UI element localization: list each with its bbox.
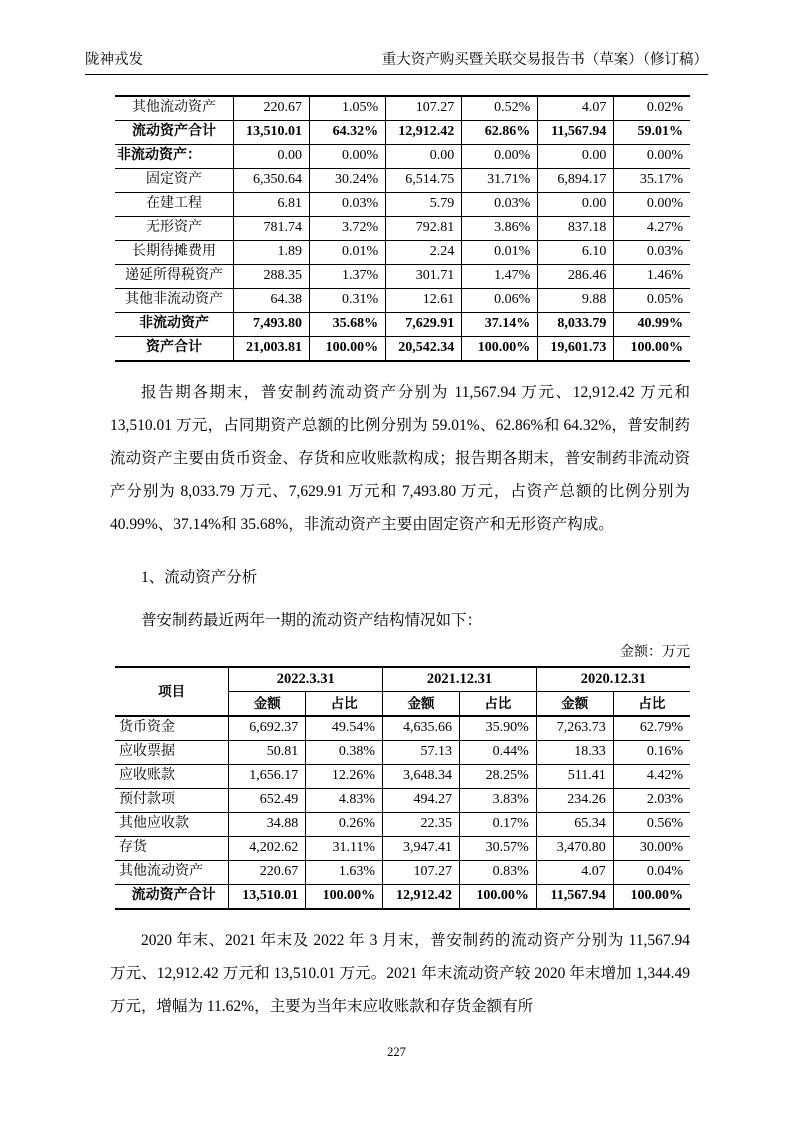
table-row	[115, 765, 690, 789]
value-cell: 62.79%	[613, 716, 690, 741]
value-cell: 234.26	[536, 789, 613, 813]
row-label: 其他流动资产	[115, 861, 229, 885]
value-cell: 4,202.62	[229, 837, 306, 861]
value-cell: 9.88	[538, 289, 614, 313]
value-cell: 0.00%	[614, 145, 690, 169]
value-cell: 0.00	[538, 193, 614, 217]
value-cell: 4.27%	[614, 217, 690, 241]
value-cell: 0.00%	[462, 145, 538, 169]
value-cell: 6,692.37	[229, 716, 306, 741]
asset-structure-table-wrap	[115, 95, 690, 362]
value-cell: 12,912.42	[386, 121, 462, 145]
table-row	[115, 145, 690, 169]
value-cell: 100.00%	[613, 885, 690, 910]
value-cell: 100.00%	[462, 337, 538, 362]
table-intro-line: 普安制药最近两年一期的流动资产结构情况如下：	[141, 612, 483, 629]
ratio-subheader: 占比	[306, 692, 383, 717]
value-cell: 837.18	[538, 217, 614, 241]
current-asset-summary-paragraph: 2020 年末、2021 年末及 2022 年 3 月末，普安制药的流动资产分别为 11,567.94 万元、12,912.42 万元和 13,510.01 万元。2021 年末流动资产较 2020 年末增加 1,344.49 万元，增幅为 11.62%，主要为当年末应收账款和存货金额有所	[110, 932, 690, 1015]
value-cell: 792.81	[386, 217, 462, 241]
value-cell: 3,648.34	[383, 765, 460, 789]
value-cell: 0.06%	[462, 289, 538, 313]
value-cell: 1.89	[233, 241, 309, 265]
period-header: 2020.12.31	[536, 667, 690, 692]
value-cell: 31.11%	[306, 837, 383, 861]
value-cell: 0.56%	[613, 813, 690, 837]
value-cell: 34.88	[229, 813, 306, 837]
value-cell: 22.35	[383, 813, 460, 837]
value-cell: 20,542.34	[386, 337, 462, 362]
value-cell: 220.67	[233, 96, 309, 121]
table-row	[115, 217, 690, 241]
value-cell: 0.01%	[462, 241, 538, 265]
value-cell: 7,629.91	[386, 313, 462, 337]
value-cell: 0.83%	[459, 861, 536, 885]
value-cell: 11,567.94	[536, 885, 613, 910]
table-row	[115, 741, 690, 765]
value-cell: 11,567.94	[538, 121, 614, 145]
value-cell: 62.86%	[462, 121, 538, 145]
table-header-row	[115, 667, 690, 692]
value-cell: 4.83%	[306, 789, 383, 813]
value-cell: 19,601.73	[538, 337, 614, 362]
value-cell: 0.17%	[459, 813, 536, 837]
table-row	[115, 241, 690, 265]
value-cell: 30.00%	[613, 837, 690, 861]
value-cell: 28.25%	[459, 765, 536, 789]
value-cell: 12.26%	[306, 765, 383, 789]
asset-structure-table	[115, 95, 690, 362]
value-cell: 1.37%	[310, 265, 386, 289]
value-cell: 57.13	[383, 741, 460, 765]
table-row	[115, 313, 690, 337]
value-cell: 2.24	[386, 241, 462, 265]
value-cell: 40.99%	[614, 313, 690, 337]
ratio-subheader: 占比	[459, 692, 536, 717]
value-cell: 0.26%	[306, 813, 383, 837]
row-label: 预付款项	[115, 789, 229, 813]
value-cell: 1.63%	[306, 861, 383, 885]
value-cell: 0.03%	[310, 193, 386, 217]
value-cell: 59.01%	[614, 121, 690, 145]
value-cell: 0.38%	[306, 741, 383, 765]
value-cell: 286.46	[538, 265, 614, 289]
ratio-subheader: 占比	[613, 692, 690, 717]
value-cell: 100.00%	[614, 337, 690, 362]
row-label: 长期待摊费用	[115, 241, 233, 265]
row-label: 非流动资产：	[115, 145, 233, 169]
table-row	[115, 885, 690, 910]
value-cell: 4,635.66	[383, 716, 460, 741]
table-row	[115, 337, 690, 362]
amount-subheader: 金额	[536, 692, 613, 717]
table-row	[115, 789, 690, 813]
value-cell: 8,033.79	[538, 313, 614, 337]
table-row	[115, 813, 690, 837]
value-cell: 50.81	[229, 741, 306, 765]
page-header	[85, 48, 708, 75]
value-cell: 31.71%	[462, 169, 538, 193]
row-label: 非流动资产	[115, 313, 233, 337]
value-cell: 65.34	[536, 813, 613, 837]
value-cell: 6.81	[233, 193, 309, 217]
value-cell: 100.00%	[306, 885, 383, 910]
value-cell: 100.00%	[310, 337, 386, 362]
value-cell: 0.44%	[459, 741, 536, 765]
value-cell: 3.83%	[459, 789, 536, 813]
value-cell: 3.72%	[310, 217, 386, 241]
row-label: 资产合计	[115, 337, 233, 362]
value-cell: 7,493.80	[233, 313, 309, 337]
row-label: 其他非流动资产	[115, 289, 233, 313]
row-label: 存货	[115, 837, 229, 861]
period-header: 2022.3.31	[229, 667, 383, 692]
value-cell: 107.27	[383, 861, 460, 885]
value-cell: 64.32%	[310, 121, 386, 145]
row-label: 流动资产合计	[115, 885, 229, 910]
value-cell: 1,656.17	[229, 765, 306, 789]
value-cell: 49.54%	[306, 716, 383, 741]
table-row	[115, 169, 690, 193]
value-cell: 35.17%	[614, 169, 690, 193]
value-cell: 0.01%	[310, 241, 386, 265]
value-cell: 18.33	[536, 741, 613, 765]
row-label: 其他应收款	[115, 813, 229, 837]
value-cell: 0.03%	[614, 241, 690, 265]
current-asset-table	[115, 666, 690, 910]
value-cell: 12,912.42	[383, 885, 460, 910]
table-row	[115, 96, 690, 121]
value-cell: 100.00%	[459, 885, 536, 910]
value-cell: 2.03%	[613, 789, 690, 813]
value-cell: 0.03%	[462, 193, 538, 217]
table-row	[115, 289, 690, 313]
value-cell: 301.71	[386, 265, 462, 289]
value-cell: 3,947.41	[383, 837, 460, 861]
value-cell: 511.41	[536, 765, 613, 789]
table-row	[115, 121, 690, 145]
header-document-title: 重大资产购买暨关联交易报告书（草案）（修订稿）	[381, 52, 708, 68]
value-cell: 1.46%	[614, 265, 690, 289]
row-label: 应收账款	[115, 765, 229, 789]
value-cell: 35.68%	[310, 313, 386, 337]
item-column-header: 项目	[115, 667, 229, 716]
value-cell: 0.00	[233, 145, 309, 169]
value-cell: 781.74	[233, 217, 309, 241]
value-cell: 0.04%	[613, 861, 690, 885]
value-cell: 7,263.73	[536, 716, 613, 741]
row-label: 固定资产	[115, 169, 233, 193]
value-cell: 35.90%	[459, 716, 536, 741]
value-cell: 220.67	[229, 861, 306, 885]
row-label: 流动资产合计	[115, 121, 233, 145]
table-row	[115, 265, 690, 289]
value-cell: 0.52%	[462, 96, 538, 121]
period-header: 2021.12.31	[383, 667, 537, 692]
value-cell: 3,470.80	[536, 837, 613, 861]
value-cell: 3.86%	[462, 217, 538, 241]
value-cell: 13,510.01	[229, 885, 306, 910]
amount-subheader: 金额	[383, 692, 460, 717]
header-company-name: 陇神戎发	[85, 52, 143, 68]
table-row	[115, 193, 690, 217]
section-heading: 1、流动资产分析	[141, 569, 258, 586]
value-cell: 21,003.81	[233, 337, 309, 362]
value-cell: 0.00%	[310, 145, 386, 169]
value-cell: 288.35	[233, 265, 309, 289]
value-cell: 0.16%	[613, 741, 690, 765]
value-cell: 6.10	[538, 241, 614, 265]
value-cell: 30.57%	[459, 837, 536, 861]
value-cell: 0.00	[538, 145, 614, 169]
row-label: 在建工程	[115, 193, 233, 217]
value-cell: 64.38	[233, 289, 309, 313]
table-row	[115, 837, 690, 861]
value-cell: 37.14%	[462, 313, 538, 337]
value-cell: 13,510.01	[233, 121, 309, 145]
unit-note: 金额：万元	[620, 645, 690, 660]
value-cell: 6,514.75	[386, 169, 462, 193]
value-cell: 6,350.64	[233, 169, 309, 193]
asset-summary-paragraph: 报告期各期末，普安制药流动资产分别为 11,567.94 万元、12,912.42 万元和 13,510.01 万元，占同期资产总额的比例分别为 59.01%、62.86%和 64.32%，普安制药流动资产主要由货币资金、存货和应收账款构成；报告期各期末，普安制药非流动资产分别为 8,033.79 万元、7,629.91 万元和 7,493.80 万元，占资产总额的比例分别为 40.99%、37.14%和 35.68%，非流动资产主要由固定资产和无形资产构成。	[110, 384, 690, 533]
value-cell: 12.61	[386, 289, 462, 313]
amount-subheader: 金额	[229, 692, 306, 717]
value-cell: 4.07	[536, 861, 613, 885]
value-cell: 652.49	[229, 789, 306, 813]
value-cell: 1.47%	[462, 265, 538, 289]
row-label: 其他流动资产	[115, 96, 233, 121]
value-cell: 0.00%	[614, 193, 690, 217]
value-cell: 6,894.17	[538, 169, 614, 193]
row-label: 应收票据	[115, 741, 229, 765]
row-label: 无形资产	[115, 217, 233, 241]
value-cell: 0.05%	[614, 289, 690, 313]
table-row	[115, 861, 690, 885]
value-cell: 494.27	[383, 789, 460, 813]
value-cell: 0.02%	[614, 96, 690, 121]
value-cell: 0.31%	[310, 289, 386, 313]
row-label: 货币资金	[115, 716, 229, 741]
value-cell: 4.42%	[613, 765, 690, 789]
value-cell: 4.07	[538, 96, 614, 121]
page-number: 227	[387, 1045, 406, 1059]
value-cell: 1.05%	[310, 96, 386, 121]
value-cell: 0.00	[386, 145, 462, 169]
value-cell: 30.24%	[310, 169, 386, 193]
row-label: 递延所得税资产	[115, 265, 233, 289]
current-asset-table-wrap	[115, 666, 690, 910]
table-row	[115, 716, 690, 741]
value-cell: 5.79	[386, 193, 462, 217]
value-cell: 107.27	[386, 96, 462, 121]
